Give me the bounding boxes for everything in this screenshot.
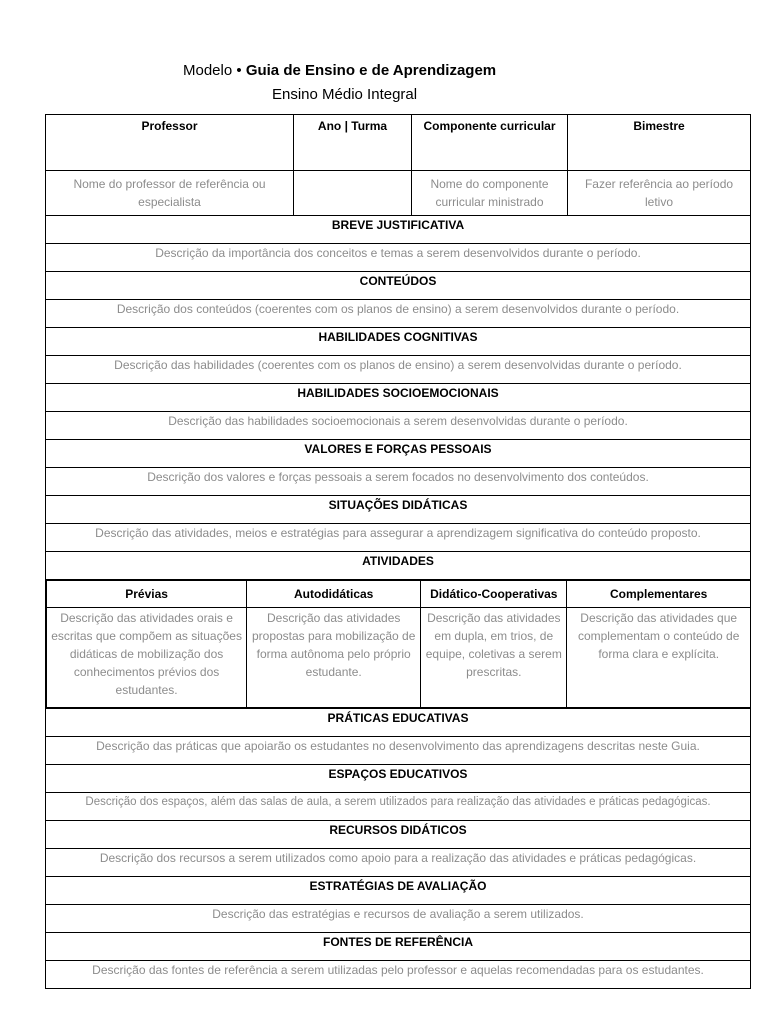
section-desc: Descrição das habilidades (coerentes com os planos de ensino) a serem desenvolvidas durante o período. [46,356,751,384]
activity-col-desc: Descrição das atividades propostas para mobilização de forma autônoma pelo próprio estudante. [247,608,421,708]
section-desc: Descrição da importância dos conceitos e temas a serem desenvolvidos durante o período. [46,244,751,272]
title-prefix: Modelo [183,62,233,79]
activity-col-title: Didático-Cooperativas [421,581,567,608]
guide-table [45,114,751,989]
section-desc: Descrição das práticas que apoiarão os estudantes no desenvolvimento das aprendizagens descritas neste Guia. [46,737,751,765]
section-title: PRÁTICAS EDUCATIVAS [46,709,751,737]
section-desc: Descrição dos conteúdos (coerentes com os planos de ensino) a serem desenvolvidos durante o período. [46,300,751,328]
section-title: ESPAÇOS EDUCATIVOS [46,765,751,793]
activity-col-title: Complementares [567,581,750,608]
document-title [183,62,496,79]
section-desc: Descrição dos recursos a serem utilizados como apoio para a realização das atividades e práticas pedagógicas. [46,849,751,877]
info-header-row [46,115,751,171]
section-title: VALORES E FORÇAS PESSOAIS [46,440,751,468]
info-value-row [46,171,751,216]
section-desc: Descrição das atividades, meios e estratégias para assegurar a aprendizagem significativa do conteúdo proposto. [46,524,751,552]
activity-col-desc: Descrição das atividades orais e escritas que compõem as situações didáticas de mobilização dos conhecimentos prévios dos estudantes. [47,608,247,708]
bimestre-header: Bimestre [568,115,751,171]
activity-col-desc: Descrição das atividades em dupla, em trios, de equipe, coletivas a serem prescritas. [421,608,567,708]
title-main: Guia de Ensino e de Aprendizagem [245,62,497,79]
bimestre-value: Fazer referência ao período letivo [568,171,751,216]
section-title: BREVE JUSTIFICATIVA [46,216,751,244]
title-bullet: • [236,62,242,79]
section-title: HABILIDADES SOCIOEMOCIONAIS [46,384,751,412]
section-title: ESTRATÉGIAS DE AVALIAÇÃO [46,877,751,905]
professor-value: Nome do professor de referência ou especialista [46,171,294,216]
componente-value: Nome do componente curricular ministrado [412,171,568,216]
section-desc: Descrição dos espaços, além das salas de aula, a serem utilizados para realização das atividades e práticas pedagógicas. [46,793,751,821]
activity-col-title: Prévias [47,581,247,608]
professor-header: Professor [46,115,294,171]
activity-col-title: Autodidáticas [247,581,421,608]
section-desc: Descrição das estratégias e recursos de avaliação a serem utilizados. [46,905,751,933]
section-title: RECURSOS DIDÁTICOS [46,821,751,849]
document-subtitle: Ensino Médio Integral [272,86,418,103]
section-desc: Descrição dos valores e forças pessoais a serem focados no desenvolvimento dos conteúdos. [46,468,751,496]
section-title: FONTES DE REFERÊNCIA [46,933,751,961]
atividades-grid [46,580,751,709]
atividades-title: ATIVIDADES [46,552,751,580]
activity-col-desc: Descrição das atividades que complementam o conteúdo de forma clara e explícita. [567,608,750,708]
ano-turma-header: Ano | Turma [294,115,412,171]
section-title: SITUAÇÕES DIDÁTICAS [46,496,751,524]
section-desc: Descrição das habilidades socioemocionais a serem desenvolvidas durante o período. [46,412,751,440]
componente-header: Componente curricular [412,115,568,171]
section-title: CONTEÚDOS [46,272,751,300]
ano-turma-value [294,171,412,216]
section-desc: Descrição das fontes de referência a serem utilizadas pelo professor e aquelas recomendadas para os estudantes. [46,961,751,989]
section-title: HABILIDADES COGNITIVAS [46,328,751,356]
